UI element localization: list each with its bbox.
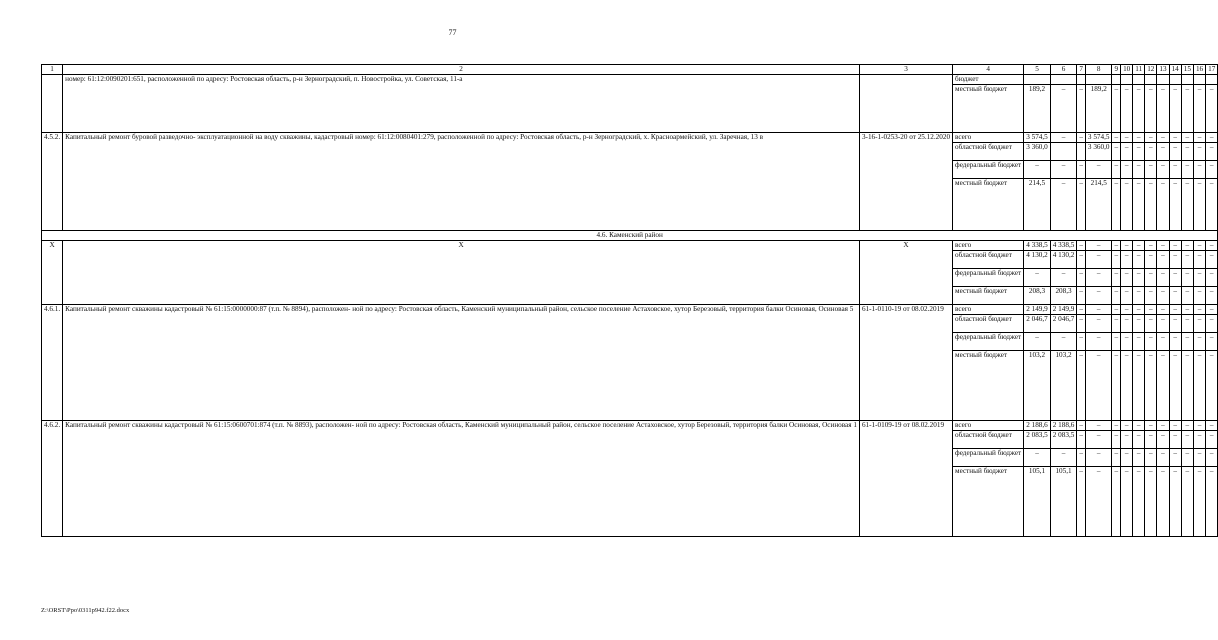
value-col15: – bbox=[1181, 420, 1193, 430]
funding-source: всего bbox=[953, 240, 1024, 250]
value-col5: – bbox=[1024, 448, 1051, 466]
value-col12: – bbox=[1145, 142, 1157, 160]
value-col7: – bbox=[1077, 350, 1086, 420]
value-col12: – bbox=[1145, 160, 1157, 178]
value-col13: – bbox=[1157, 466, 1169, 536]
document-reference: 61-1-0110-19 от 08.02.2019 bbox=[859, 304, 952, 420]
value-col9: – bbox=[1112, 332, 1121, 350]
value-col8: – bbox=[1085, 304, 1112, 314]
column-number-12: 12 bbox=[1145, 65, 1157, 75]
value-col14: – bbox=[1169, 350, 1181, 420]
value-col6: 208,3 bbox=[1050, 286, 1077, 304]
value-col13: – bbox=[1157, 332, 1169, 350]
item-number: 4.6.1. bbox=[42, 304, 63, 420]
value-col11: – bbox=[1133, 160, 1145, 178]
value-col10: – bbox=[1121, 466, 1133, 536]
funding-source: местный бюджет bbox=[953, 466, 1024, 536]
value-col17: – bbox=[1206, 420, 1218, 430]
value-col7: – bbox=[1077, 240, 1086, 250]
value-col7: – bbox=[1077, 286, 1086, 304]
value-col8: 189,2 bbox=[1085, 84, 1112, 132]
value-col14: – bbox=[1169, 250, 1181, 268]
value-col5: – bbox=[1024, 160, 1051, 178]
funding-source: всего bbox=[953, 420, 1024, 430]
value-col13: – bbox=[1157, 420, 1169, 430]
value-col11: – bbox=[1133, 250, 1145, 268]
value-col6: – bbox=[1050, 268, 1077, 286]
value-col8: – bbox=[1085, 240, 1112, 250]
table-row bbox=[42, 75, 1218, 85]
section-row bbox=[42, 230, 1218, 240]
value-col12: – bbox=[1145, 430, 1157, 448]
value-col7: – bbox=[1077, 304, 1086, 314]
value-col8: – bbox=[1085, 268, 1112, 286]
value-col14: – bbox=[1169, 132, 1181, 142]
funding-source: федеральный бюджет bbox=[953, 332, 1024, 350]
value-col13: – bbox=[1157, 268, 1169, 286]
value-col10: – bbox=[1121, 268, 1133, 286]
value-col10: – bbox=[1121, 430, 1133, 448]
value-col17: – bbox=[1206, 84, 1218, 132]
funding-source: бюджет bbox=[953, 75, 1024, 85]
value-col6: 2 149,9 bbox=[1050, 304, 1077, 314]
value-col15: – bbox=[1181, 448, 1193, 466]
value-col12 bbox=[1145, 75, 1157, 85]
value-col13: – bbox=[1157, 448, 1169, 466]
value-col16: – bbox=[1193, 332, 1205, 350]
value-col12: – bbox=[1145, 466, 1157, 536]
column-number-16: 16 bbox=[1193, 65, 1205, 75]
value-col12: – bbox=[1145, 132, 1157, 142]
value-col14: – bbox=[1169, 332, 1181, 350]
value-col6: 2 188,6 bbox=[1050, 420, 1077, 430]
table-row bbox=[42, 240, 1218, 250]
value-col15: – bbox=[1181, 286, 1193, 304]
value-col9 bbox=[1112, 75, 1121, 85]
value-col6: – bbox=[1050, 160, 1077, 178]
value-col5: 3 574,5 bbox=[1024, 132, 1051, 142]
value-col15 bbox=[1181, 75, 1193, 85]
value-col13: – bbox=[1157, 132, 1169, 142]
value-col9: – bbox=[1112, 448, 1121, 466]
value-col16: – bbox=[1193, 304, 1205, 314]
column-number-15: 15 bbox=[1181, 65, 1193, 75]
value-col16: – bbox=[1193, 268, 1205, 286]
value-col5: 2 149,9 bbox=[1024, 304, 1051, 314]
value-col8: – bbox=[1085, 448, 1112, 466]
value-col5: – bbox=[1024, 268, 1051, 286]
value-col15: – bbox=[1181, 332, 1193, 350]
value-col17 bbox=[1206, 75, 1218, 85]
value-col8: 3 360,0 bbox=[1085, 142, 1112, 160]
column-number-17: 17 bbox=[1206, 65, 1218, 75]
value-col16: – bbox=[1193, 420, 1205, 430]
funding-source: федеральный бюджет bbox=[953, 448, 1024, 466]
value-col11: – bbox=[1133, 332, 1145, 350]
item-number: 4.5.2. bbox=[42, 132, 63, 230]
value-col15: – bbox=[1181, 350, 1193, 420]
value-col15: – bbox=[1181, 240, 1193, 250]
value-col16: – bbox=[1193, 250, 1205, 268]
value-col14: – bbox=[1169, 420, 1181, 430]
value-col15: – bbox=[1181, 160, 1193, 178]
value-col13: – bbox=[1157, 250, 1169, 268]
value-col9: – bbox=[1112, 240, 1121, 250]
value-col9: – bbox=[1112, 142, 1121, 160]
value-col13: – bbox=[1157, 314, 1169, 332]
value-col14: – bbox=[1169, 84, 1181, 132]
value-col10: – bbox=[1121, 420, 1133, 430]
value-col6: 2 046,7 bbox=[1050, 314, 1077, 332]
value-col5: 2 083,5 bbox=[1024, 430, 1051, 448]
value-col7: – bbox=[1077, 268, 1086, 286]
column-number-5: 5 bbox=[1024, 65, 1051, 75]
value-col7: – bbox=[1077, 448, 1086, 466]
value-col9: – bbox=[1112, 160, 1121, 178]
column-number-4: 4 bbox=[953, 65, 1024, 75]
funding-source: местный бюджет bbox=[953, 350, 1024, 420]
value-col9: – bbox=[1112, 430, 1121, 448]
value-col14: – bbox=[1169, 314, 1181, 332]
value-col8: 3 574,5 bbox=[1085, 132, 1112, 142]
value-col11: – bbox=[1133, 420, 1145, 430]
table-row bbox=[42, 132, 1218, 142]
value-col17: – bbox=[1206, 466, 1218, 536]
value-col12: – bbox=[1145, 420, 1157, 430]
value-col12: – bbox=[1145, 240, 1157, 250]
funding-source: областной бюджет bbox=[953, 250, 1024, 268]
item-number bbox=[42, 75, 63, 133]
value-col8: – bbox=[1085, 332, 1112, 350]
value-col17: – bbox=[1206, 332, 1218, 350]
value-col6: – bbox=[1050, 332, 1077, 350]
value-col8: – bbox=[1085, 286, 1112, 304]
value-col6 bbox=[1050, 142, 1077, 160]
value-col17: – bbox=[1206, 142, 1218, 160]
document-reference bbox=[859, 75, 952, 133]
value-col6: 4 338,5 bbox=[1050, 240, 1077, 250]
value-col6: – bbox=[1050, 132, 1077, 142]
value-col7: – bbox=[1077, 314, 1086, 332]
table-row bbox=[42, 420, 1218, 430]
value-col15: – bbox=[1181, 304, 1193, 314]
value-col11: – bbox=[1133, 448, 1145, 466]
value-col10: – bbox=[1121, 160, 1133, 178]
value-col14: – bbox=[1169, 466, 1181, 536]
funding-source: всего bbox=[953, 304, 1024, 314]
value-col16: – bbox=[1193, 430, 1205, 448]
value-col16: – bbox=[1193, 286, 1205, 304]
value-col15: – bbox=[1181, 430, 1193, 448]
value-col17: – bbox=[1206, 250, 1218, 268]
value-col5: 2 046,7 bbox=[1024, 314, 1051, 332]
value-col16: – bbox=[1193, 178, 1205, 230]
page-number: 77 bbox=[448, 28, 457, 37]
value-col12: – bbox=[1145, 448, 1157, 466]
column-number-8: 8 bbox=[1085, 65, 1112, 75]
column-number-14: 14 bbox=[1169, 65, 1181, 75]
value-col13: – bbox=[1157, 178, 1169, 230]
value-col13: – bbox=[1157, 160, 1169, 178]
value-col8: – bbox=[1085, 430, 1112, 448]
value-col11: – bbox=[1133, 178, 1145, 230]
value-col12: – bbox=[1145, 304, 1157, 314]
value-col16: – bbox=[1193, 160, 1205, 178]
value-col6 bbox=[1050, 75, 1077, 85]
value-col10 bbox=[1121, 75, 1133, 85]
value-col12: – bbox=[1145, 332, 1157, 350]
value-col6: 2 083,5 bbox=[1050, 430, 1077, 448]
value-col5: 2 188,6 bbox=[1024, 420, 1051, 430]
budget-table bbox=[41, 64, 1218, 537]
value-col17: – bbox=[1206, 240, 1218, 250]
value-col7: – bbox=[1077, 430, 1086, 448]
x-mark: X bbox=[42, 240, 63, 304]
value-col9: – bbox=[1112, 420, 1121, 430]
funding-source: местный бюджет bbox=[953, 84, 1024, 132]
value-col15: – bbox=[1181, 178, 1193, 230]
value-col17: – bbox=[1206, 286, 1218, 304]
value-col15: – bbox=[1181, 132, 1193, 142]
value-col17: – bbox=[1206, 132, 1218, 142]
value-col11: – bbox=[1133, 84, 1145, 132]
value-col16: – bbox=[1193, 350, 1205, 420]
value-col7: – bbox=[1077, 332, 1086, 350]
value-col16: – bbox=[1193, 466, 1205, 536]
value-col5: 4 130,2 bbox=[1024, 250, 1051, 268]
value-col14: – bbox=[1169, 448, 1181, 466]
value-col7: – bbox=[1077, 420, 1086, 430]
value-col11: – bbox=[1133, 430, 1145, 448]
value-col13: – bbox=[1157, 84, 1169, 132]
value-col8: – bbox=[1085, 466, 1112, 536]
value-col11: – bbox=[1133, 132, 1145, 142]
value-col10: – bbox=[1121, 142, 1133, 160]
value-col10: – bbox=[1121, 132, 1133, 142]
value-col11: – bbox=[1133, 314, 1145, 332]
column-number-13: 13 bbox=[1157, 65, 1169, 75]
value-col10: – bbox=[1121, 286, 1133, 304]
value-col5: 3 360,0 bbox=[1024, 142, 1051, 160]
object-description: номер: 61:12:0090201:651, расположенной по адресу: Ростовская область, р-н Зерноградский, п. Новостройка, ул. Советская, 11-а bbox=[63, 75, 860, 133]
value-col9: – bbox=[1112, 132, 1121, 142]
value-col5: 105,1 bbox=[1024, 466, 1051, 536]
value-col17: – bbox=[1206, 304, 1218, 314]
value-col17: – bbox=[1206, 314, 1218, 332]
value-col14: – bbox=[1169, 430, 1181, 448]
item-number: 4.6.2. bbox=[42, 420, 63, 536]
funding-source: местный бюджет bbox=[953, 178, 1024, 230]
value-col6: – bbox=[1050, 84, 1077, 132]
value-col8: – bbox=[1085, 420, 1112, 430]
value-col11: – bbox=[1133, 466, 1145, 536]
value-col11: – bbox=[1133, 268, 1145, 286]
value-col15: – bbox=[1181, 314, 1193, 332]
value-col14: – bbox=[1169, 304, 1181, 314]
value-col8: 214,5 bbox=[1085, 178, 1112, 230]
value-col11: – bbox=[1133, 304, 1145, 314]
column-number-11: 11 bbox=[1133, 65, 1145, 75]
value-col9: – bbox=[1112, 286, 1121, 304]
value-col5: 189,2 bbox=[1024, 84, 1051, 132]
value-col12: – bbox=[1145, 268, 1157, 286]
column-number-1: 1 bbox=[42, 65, 63, 75]
value-col5: – bbox=[1024, 332, 1051, 350]
funding-source: областной бюджет bbox=[953, 430, 1024, 448]
value-col14: – bbox=[1169, 268, 1181, 286]
value-col9: – bbox=[1112, 250, 1121, 268]
funding-source: областной бюджет bbox=[953, 314, 1024, 332]
header-row bbox=[42, 65, 1218, 75]
value-col12: – bbox=[1145, 84, 1157, 132]
value-col10: – bbox=[1121, 240, 1133, 250]
value-col16: – bbox=[1193, 84, 1205, 132]
value-col5: 103,2 bbox=[1024, 350, 1051, 420]
value-col15: – bbox=[1181, 466, 1193, 536]
value-col8: – bbox=[1085, 350, 1112, 420]
value-col17: – bbox=[1206, 160, 1218, 178]
value-col6: 103,2 bbox=[1050, 350, 1077, 420]
value-col14: – bbox=[1169, 240, 1181, 250]
value-col9: – bbox=[1112, 84, 1121, 132]
funding-source: областной бюджет bbox=[953, 142, 1024, 160]
value-col6: 105,1 bbox=[1050, 466, 1077, 536]
value-col10: – bbox=[1121, 350, 1133, 420]
object-description: Капитальный ремонт буровой разведочно- эксплуатационной на воду скважины, кадастровый номер: 61:12:0080401:279, расположенной по адресу: Ростовская область, р-н Зерноградский, х. Красноармейский, ул. Заречная, 13 в bbox=[63, 132, 860, 230]
value-col9: – bbox=[1112, 304, 1121, 314]
section-title: 4.6. Каменский район bbox=[42, 230, 1218, 240]
value-col5 bbox=[1024, 75, 1051, 85]
value-col13: – bbox=[1157, 430, 1169, 448]
value-col13: – bbox=[1157, 304, 1169, 314]
value-col7: – bbox=[1077, 466, 1086, 536]
value-col5: 4 338,5 bbox=[1024, 240, 1051, 250]
value-col10: – bbox=[1121, 448, 1133, 466]
file-path-footer: Z:\ORST\Ppo\0311p942.f22.docx bbox=[41, 607, 130, 614]
value-col12: – bbox=[1145, 314, 1157, 332]
value-col11: – bbox=[1133, 350, 1145, 420]
value-col16: – bbox=[1193, 132, 1205, 142]
value-col5: 208,3 bbox=[1024, 286, 1051, 304]
column-number-9: 9 bbox=[1112, 65, 1121, 75]
value-col8 bbox=[1085, 75, 1112, 85]
value-col8: – bbox=[1085, 250, 1112, 268]
value-col15: – bbox=[1181, 84, 1193, 132]
value-col12: – bbox=[1145, 178, 1157, 230]
value-col10: – bbox=[1121, 178, 1133, 230]
value-col6: 4 130,2 bbox=[1050, 250, 1077, 268]
value-col16: – bbox=[1193, 314, 1205, 332]
document-reference: 3-16-1-0253-20 от 25.12.2020 bbox=[859, 132, 952, 230]
column-number-6: 6 bbox=[1050, 65, 1077, 75]
value-col12: – bbox=[1145, 350, 1157, 420]
column-number-3: 3 bbox=[859, 65, 952, 75]
value-col17: – bbox=[1206, 448, 1218, 466]
value-col7: – bbox=[1077, 132, 1086, 142]
value-col14: – bbox=[1169, 178, 1181, 230]
value-col13: – bbox=[1157, 142, 1169, 160]
value-col9: – bbox=[1112, 314, 1121, 332]
value-col16: – bbox=[1193, 240, 1205, 250]
value-col16: – bbox=[1193, 448, 1205, 466]
value-col12: – bbox=[1145, 250, 1157, 268]
value-col15: – bbox=[1181, 250, 1193, 268]
value-col8: – bbox=[1085, 314, 1112, 332]
value-col14: – bbox=[1169, 286, 1181, 304]
value-col7: – bbox=[1077, 84, 1086, 132]
value-col14 bbox=[1169, 75, 1181, 85]
column-number-2: 2 bbox=[63, 65, 860, 75]
value-col14: – bbox=[1169, 160, 1181, 178]
value-col11: – bbox=[1133, 286, 1145, 304]
value-col17: – bbox=[1206, 430, 1218, 448]
value-col16: – bbox=[1193, 142, 1205, 160]
funding-source: всего bbox=[953, 132, 1024, 142]
value-col15: – bbox=[1181, 268, 1193, 286]
x-mark: X bbox=[859, 240, 952, 304]
value-col5: 214,5 bbox=[1024, 178, 1051, 230]
value-col17: – bbox=[1206, 178, 1218, 230]
value-col15: – bbox=[1181, 142, 1193, 160]
value-col11: – bbox=[1133, 142, 1145, 160]
funding-source: местный бюджет bbox=[953, 286, 1024, 304]
column-number-10: 10 bbox=[1121, 65, 1133, 75]
value-col13: – bbox=[1157, 286, 1169, 304]
value-col12: – bbox=[1145, 286, 1157, 304]
value-col10: – bbox=[1121, 332, 1133, 350]
value-col9: – bbox=[1112, 178, 1121, 230]
table-row bbox=[42, 304, 1218, 314]
value-col7: – bbox=[1077, 250, 1086, 268]
funding-source: федеральный бюджет bbox=[953, 160, 1024, 178]
value-col13: – bbox=[1157, 350, 1169, 420]
value-col9: – bbox=[1112, 466, 1121, 536]
value-col17: – bbox=[1206, 350, 1218, 420]
value-col13: – bbox=[1157, 240, 1169, 250]
document-reference: 61-1-0109-19 от 08.02.2019 bbox=[859, 420, 952, 536]
object-description: Капитальный ремонт скважины кадастровый № 61:15:0000000:87 (т.п. № 8894), расположен- ной по адресу: Ростовская область, Каменский муниципальный район, сельское поселение Астаховское, хутор Березовый, территория балки Осиновая, Осиновая 5 bbox=[63, 304, 860, 420]
object-description: Капитальный ремонт скважины кадастровый № 61:15:0600701:874 (т.п. № 8893), расположен- ной по адресу: Ростовская область, Каменский муниципальный район, сельское поселение Астаховское, хутор Березовый, территория балки Осиновая, Осиновая 1 bbox=[63, 420, 860, 536]
value-col13 bbox=[1157, 75, 1169, 85]
funding-source: федеральный бюджет bbox=[953, 268, 1024, 286]
value-col6: – bbox=[1050, 448, 1077, 466]
value-col6: – bbox=[1050, 178, 1077, 230]
value-col8: – bbox=[1085, 160, 1112, 178]
value-col17: – bbox=[1206, 268, 1218, 286]
value-col10: – bbox=[1121, 250, 1133, 268]
value-col7 bbox=[1077, 75, 1086, 85]
value-col10: – bbox=[1121, 84, 1133, 132]
value-col10: – bbox=[1121, 304, 1133, 314]
value-col7 bbox=[1077, 142, 1086, 160]
column-number-7: 7 bbox=[1077, 65, 1086, 75]
value-col10: – bbox=[1121, 314, 1133, 332]
value-col16 bbox=[1193, 75, 1205, 85]
value-col14: – bbox=[1169, 142, 1181, 160]
value-col7: – bbox=[1077, 178, 1086, 230]
value-col7: – bbox=[1077, 160, 1086, 178]
x-mark: X bbox=[63, 240, 860, 304]
value-col11: – bbox=[1133, 240, 1145, 250]
value-col9: – bbox=[1112, 350, 1121, 420]
value-col11 bbox=[1133, 75, 1145, 85]
value-col9: – bbox=[1112, 268, 1121, 286]
